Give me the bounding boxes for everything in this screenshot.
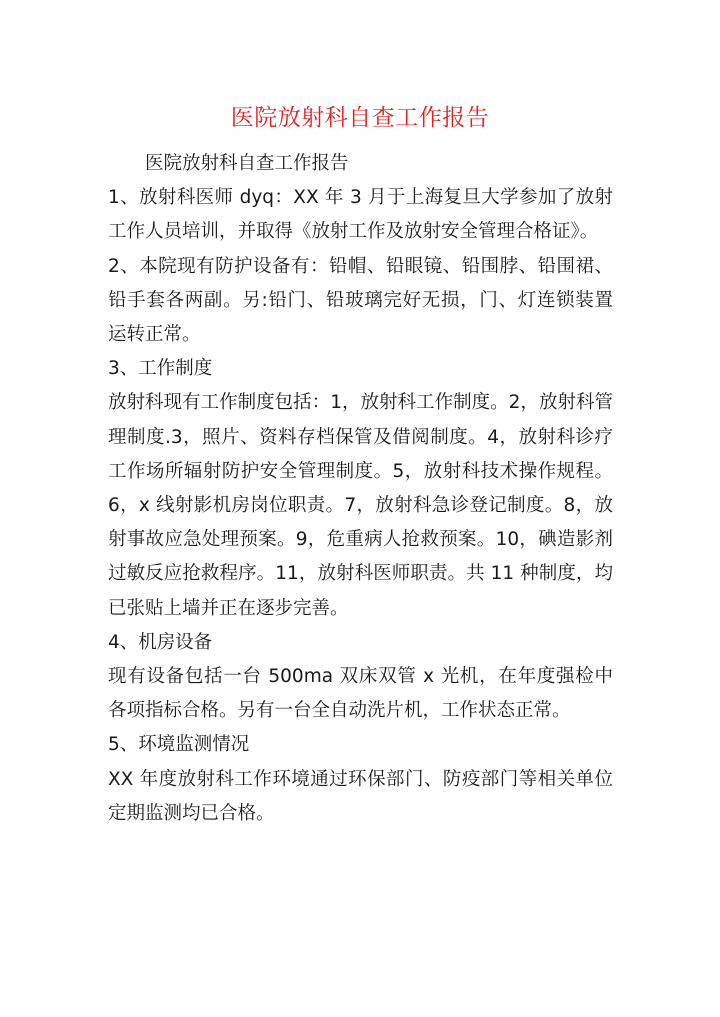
paragraph-protective-equipment: 2、本院现有防护设备有：铅帽、铅眼镜、铅围脖、铅围裙、铅手套各两副。另:铅门、铅玻璃完好无损，门、灯连锁装置运转正常。 [108, 255, 613, 346]
paragraph-environment: XX 年度放射科工作环境通过环保部门、防疫部门等相关单位定期监测均已合格。 [108, 768, 613, 824]
document-title: 医院放射科自查工作报告 [230, 105, 490, 131]
document-body [108, 147, 613, 831]
section-heading-environment: 5、环境监测情况 [108, 734, 250, 756]
paragraph-equipment: 现有设备包括一台 500ma 双床双管 x 光机，在年度强检中各项指标合格。另有一台全自动洗片机，工作状态正常。 [108, 666, 613, 722]
subtitle-paragraph: 医院放射科自查工作报告 [145, 153, 349, 174]
section-heading-equipment: 4、机房设备 [108, 631, 213, 653]
paragraph-work-rules: 放射科现有工作制度包括：1，放射科工作制度。2，放射科管理制度.3，照片、资料存档保管及借阅制度。4，放射科诊疗工作场所辐射防护安全管理制度。5，放射科技术操作规程。6，x 线射影机房岗位职责。7，放射科急诊登记制度。8，放射事故应急处理预案。9，危重病人抢救预案。10，碘造影剂过敏反应抢救程序。11，放射科医师职责。共 11 种制度，均已张贴上墙并正在逐步完善。 [108, 392, 613, 619]
paragraph-training: 1、放射科医师 dyq：XX 年 3 月于上海复旦大学参加了放射工作人员培训，并取得《放射工作及放射安全管理合格证》。 [108, 187, 613, 243]
section-heading-work-rules: 3、工作制度 [108, 358, 213, 380]
